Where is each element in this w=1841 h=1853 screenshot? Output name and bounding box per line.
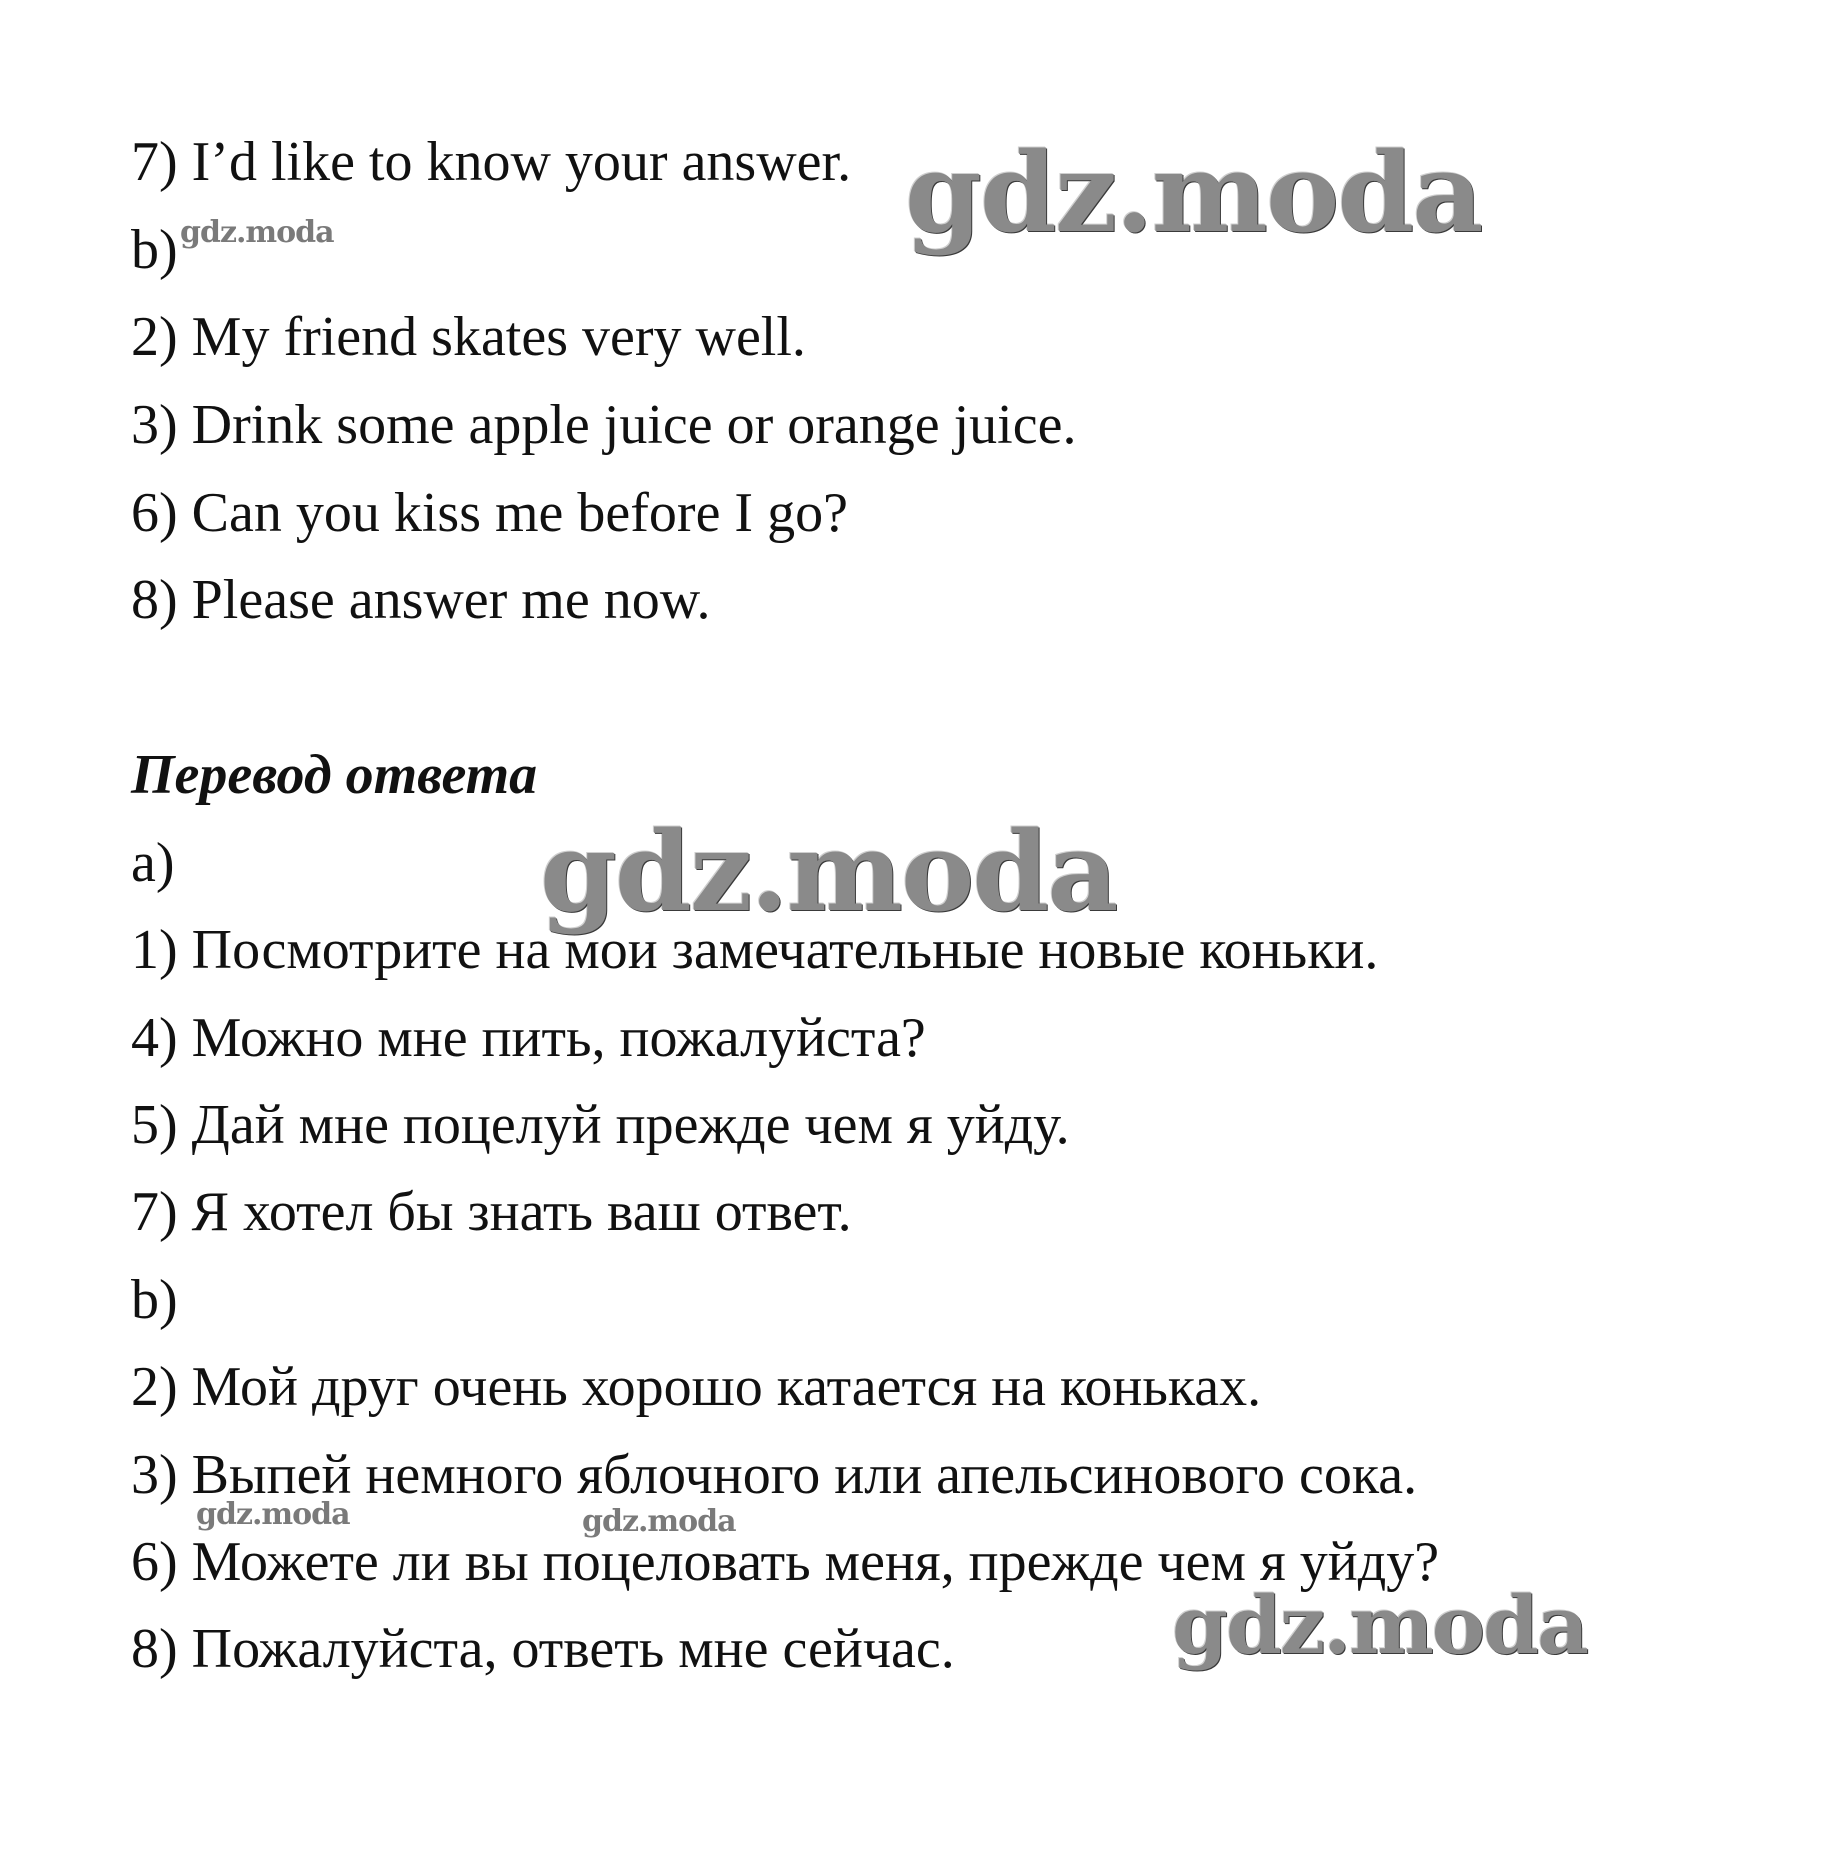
english-b-item-1: 2) My friend skates very well. — [131, 306, 806, 368]
translation-a-item-4: 7) Я хотел бы знать ваш ответ. — [131, 1181, 852, 1243]
watermark-logo: gdz.moda — [582, 1504, 736, 1539]
english-b-label: b) — [131, 219, 178, 281]
english-b-item-4: 8) Please answer me now. — [131, 569, 711, 631]
translation-b-item-3: 6) Можете ли вы поцеловать меня, прежде чем я уйду? — [131, 1531, 1440, 1593]
watermark-logo: gdz.moda — [196, 1497, 350, 1532]
translation-heading: Перевод ответа — [131, 744, 538, 806]
translation-b-label: b) — [131, 1269, 178, 1331]
translation-a-item-3: 5) Дай мне поцелуй прежде чем я уйду. — [131, 1094, 1070, 1156]
english-line-7: 7) I’d like to know your answer. — [131, 131, 852, 193]
english-b-item-3: 6) Can you kiss me before I go? — [131, 482, 848, 544]
translation-b-item-1: 2) Мой друг очень хорошо катается на коньках. — [131, 1356, 1262, 1418]
watermark-logo: gdz.moda — [540, 807, 1117, 936]
watermark-logo: gdz.moda — [905, 128, 1482, 257]
english-b-item-2: 3) Drink some apple juice or orange juice. — [131, 394, 1077, 456]
translation-a-label: a) — [131, 832, 175, 894]
watermark-logo: gdz.moda — [180, 215, 334, 250]
translation-a-item-1: 1) Посмотрите на мои замечательные новые коньки. — [131, 919, 1379, 981]
watermark-logo: gdz.moda — [1172, 1578, 1587, 1672]
translation-b-item-2: 3) Выпей немного яблочного или апельсинового сока. — [131, 1444, 1418, 1506]
translation-a-item-2: 4) Можно мне пить, пожалуйста? — [131, 1007, 926, 1069]
translation-b-item-4: 8) Пожалуйста, ответь мне сейчас. — [131, 1618, 955, 1680]
